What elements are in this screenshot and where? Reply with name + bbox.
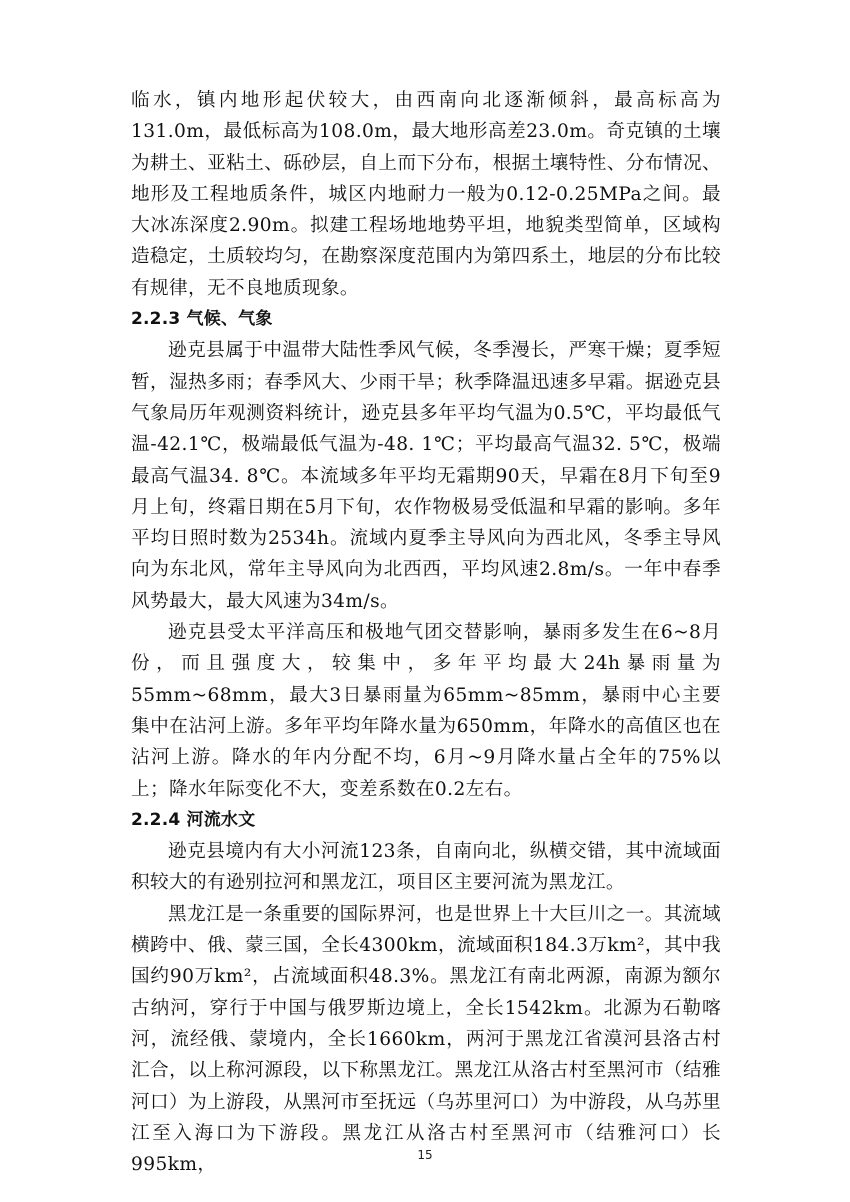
paragraph-terrain: 临水，镇内地形起伏较大，由西南向北逐渐倾斜，最高标高为131.0m，最低标高为108.0m，最大地形高差23.0m。奇克镇的土壤为耕土、亚粘土、砾砂层，自上而下分布，根据土壤特性、分布情况、地形及工程地质条件，城区内地耐力一般为0.12-0.25MPa之间。最大冰冻深度2.90m。拟建工程场地地势平坦，地貌类型简单，区域构造稳定，土质较均匀，在勘察深度范围内为第四系土，地层的分布比较有规律，无不良地质现象。 [131,90,721,299]
page-number: 15 [417,1148,433,1162]
paragraph-climate: 逊克县属于中温带大陆性季风气候，冬季漫长，严寒干燥；夏季短暂，湿热多雨；春季风大、少雨干旱；秋季降温迅速多早霜。据逊克县气象局历年观测资料统计，逊克县多年平均气温为0.5℃，平均最低气温-42.1℃，极端最低气温为-48. 1℃；平均最高气温32. 5℃，极端最高气温34. 8℃。本流域多年平均无霜期90天，早霜在8月下旬至9月上旬，终霜日期在5月下旬，农作物极易受低温和早霜的影响。多年平均日照时数为2534h。流域内夏季主导风向为西北风，冬季主导风向为东北风，常年主导风向为北西西，平均风速2.8m/s。一年中春季风势最大，最大风速为34m/s。 [131,340,721,612]
paragraph-rivers: 逊克县境内有大小河流123条，自南向北，纵横交错，其中流域面积较大的有逊别拉河和黑龙江，项目区主要河流为黑龙江。 [131,841,721,894]
section-heading-climate: 2.2.3 气候、气象 [131,309,273,330]
page-content [131,85,721,1180]
paragraph-heilongjiang: 黑龙江是一条重要的国际界河，也是世界上十大巨川之一。其流域横跨中、俄、蒙三国，全长4300km，流域面积184.3万km²，其中我国约90万km²，占流域面积48.3%。黑龙江有南北两源，南源为额尔古纳河，穿行于中国与俄罗斯边境上，全长1542km。北源为石勒喀河，流经俄、蒙境内，全长1660km，两河于黑龙江省漠河县洛古村汇合，以上称河源段，以下称黑龙江。黑龙江从洛古村至黑河市（结雅河口）为上游段，从黑河市至抚远（乌苏里河口）为中游段，从乌苏里江至入海口为下游段。黑龙江从洛古村至黑河市（结雅河口）长995km， [131,903,721,1176]
section-heading-hydrology: 2.2.4 河流水文 [131,809,256,830]
paragraph-rainfall: 逊克县受太平洋高压和极地气团交替影响，暴雨多发生在6~8月份，而且强度大，较集中，多年平均最大24h暴雨量为55mm~68mm，最大3日暴雨量为65mm~85mm，暴雨中心主要集中在沾河上游。多年平均年降水量为650mm，年降水的高值区也在沾河上游。降水的年内分配不均，6月~9月降水量占全年的75%以上；降水年际变化不大，变差系数在0.2左右。 [131,622,721,800]
